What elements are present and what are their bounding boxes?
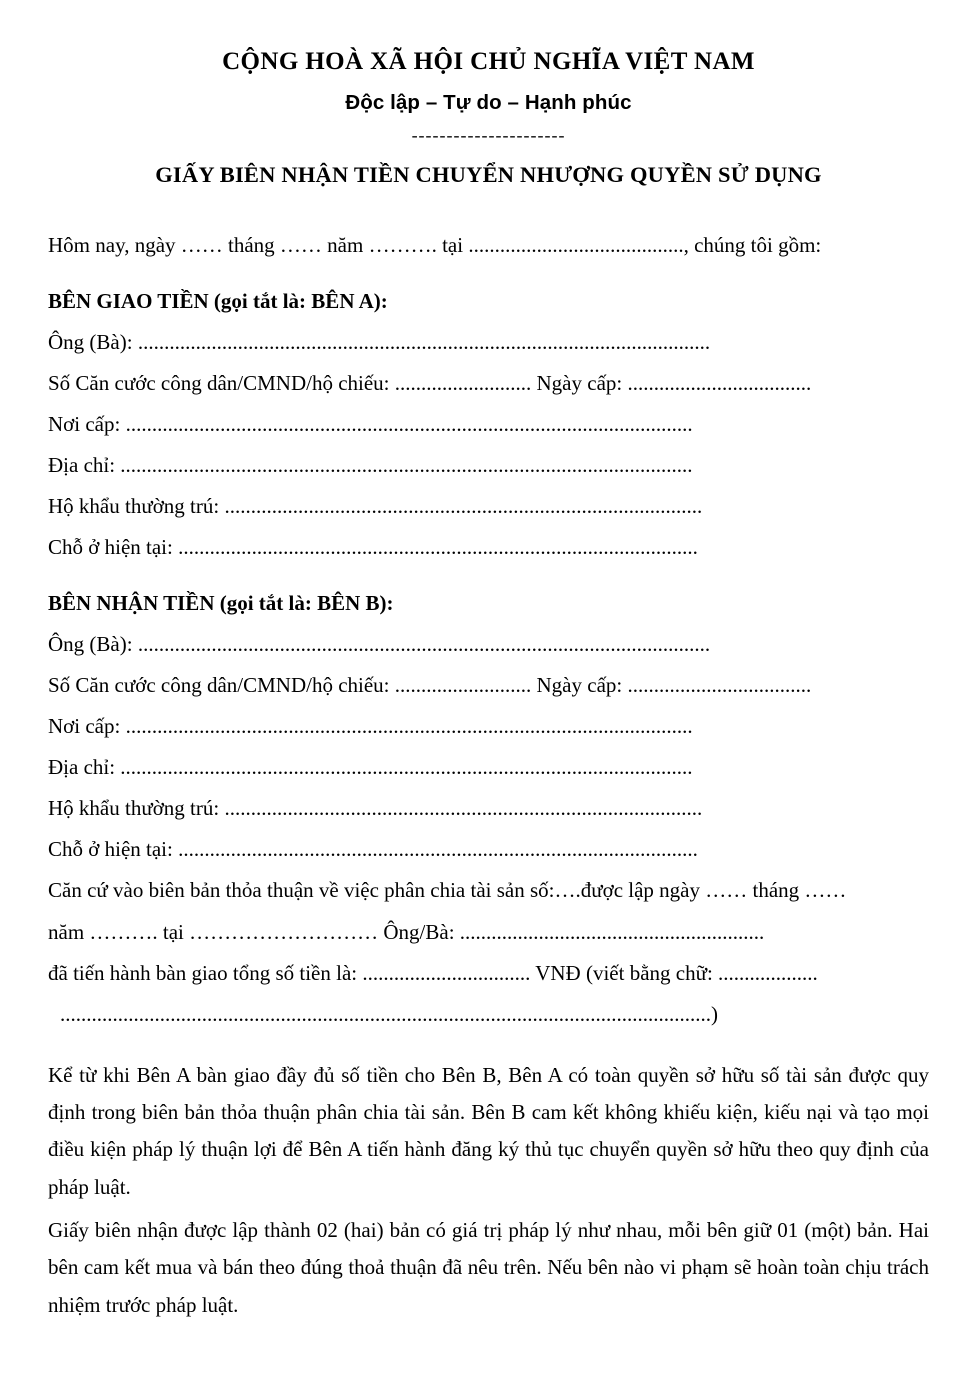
title-divider: ---------------------- (411, 125, 566, 146)
party-b-issue-place-field: Nơi cấp: ............................................................................................................ (48, 714, 693, 739)
party-b-id-field: Số Căn cước công dân/CMND/hộ chiếu: .......................... Ngày cấp: ................................... (48, 673, 812, 698)
party-b-heading: BÊN NHẬN TIỀN (gọi tắt là: BÊN B): (48, 591, 394, 616)
party-b-residence-field: Hộ khẩu thường trú: ........................................................................................... (48, 796, 703, 821)
party-a-address-field: Địa chỉ: ............................................................................................................. (48, 453, 693, 478)
party-a-name-field: Ông (Bà): ............................................................................................................. (48, 330, 711, 355)
party-b-address-field: Địa chỉ: ............................................................................................................. (48, 755, 693, 780)
party-b-current-place-field: Chỗ ở hiện tại: ................................................................................................... (48, 837, 698, 862)
national-title: CỘNG HOÀ XÃ HỘI CHỦ NGHĨA VIỆT NAM (222, 48, 755, 75)
party-a-current-place-field: Chỗ ở hiện tại: ................................................................................................... (48, 535, 698, 560)
body-paragraph-1: Kể từ khi Bên A bàn giao đầy đủ số tiền cho Bên B, Bên A có toàn quyền sở hữu số tài sản được quy định trong biên bản thỏa thuận phân chia tài sản. Bên B cam kết không khiếu kiện, kiếu nại và tạo mọi điều kiện pháp lý thuận lợi để Bên A tiến hành đăng ký thủ tục chuyển quyền sở hữu theo quy định của pháp luật. (48, 1062, 929, 1199)
agreement-reference-line: Căn cứ vào biên bản thỏa thuận về việc phân chia tài sản số:….được lập ngày …… tháng …… (48, 878, 847, 903)
document-title: GIẤY BIÊN NHẬN TIỀN CHUYỂN NHƯỢNG QUYỀN SỬ DỤNG (155, 162, 822, 188)
agreement-amount-line: đã tiến hành bàn giao tổng số tiền là: ................................ VNĐ (viết bằng chữ: ................... (48, 960, 818, 985)
document-body (48, 228, 929, 1324)
agreement-place-line: năm ………. tại ……………………… Ông/Bà: .......................................................... (48, 919, 765, 944)
party-a-issue-place-field: Nơi cấp: ............................................................................................................ (48, 412, 693, 437)
intro-date-line: Hôm nay, ngày …… tháng …… năm ………. tại ........................................., chúng tôi gồm: (48, 233, 822, 258)
national-motto: Độc lập – Tự do – Hạnh phúc (345, 91, 632, 115)
party-a-heading: BÊN GIAO TIỀN (gọi tắt là: BÊN A): (48, 289, 388, 314)
agreement-amount-words-line: ............................................................................................................................) (60, 1001, 718, 1026)
party-a-residence-field: Hộ khẩu thường trú: ........................................................................................... (48, 494, 703, 519)
party-a-id-field: Số Căn cước công dân/CMND/hộ chiếu: .......................... Ngày cấp: ................................... (48, 371, 812, 396)
body-paragraph-2: Giấy biên nhận được lập thành 02 (hai) bản có giá trị pháp lý như nhau, mỗi bên giữ 01 (một) bản. Hai bên cam kết mua và bán theo đúng thoả thuận đã nêu trên. Nếu bên nào vi phạm sẽ hoàn toàn chịu trách nhiệm trước pháp luật. (48, 1218, 929, 1317)
party-b-name-field: Ông (Bà): ............................................................................................................. (48, 632, 711, 657)
